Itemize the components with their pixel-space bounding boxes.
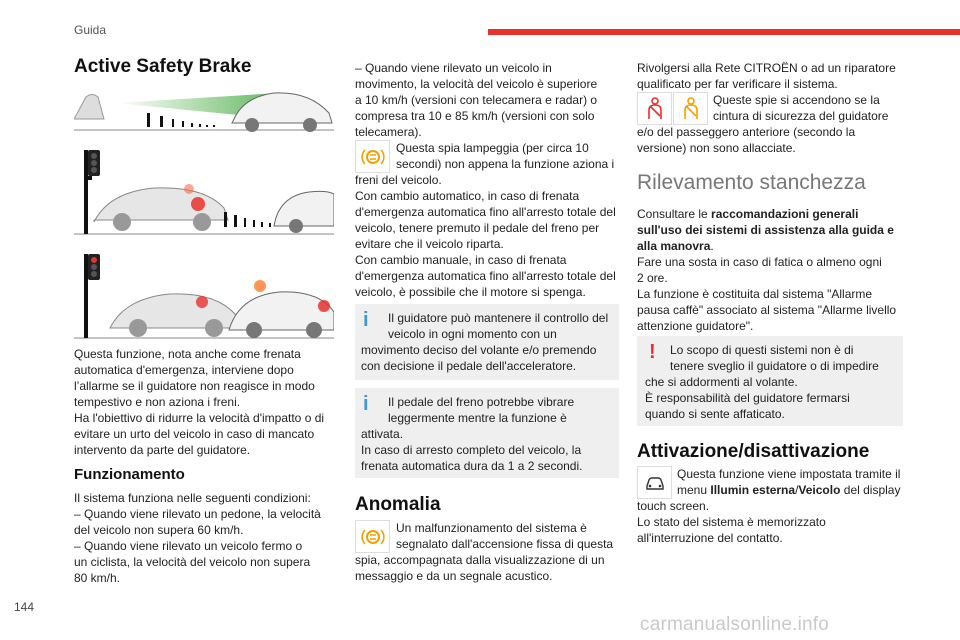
seatbelt-passenger-warning-icon — [673, 92, 708, 125]
heading-rilevamento-stanchezza: Rilevamento stanchezza — [637, 171, 866, 194]
info-icon: i — [363, 393, 369, 415]
vehicle-menu-icon — [637, 466, 672, 499]
seatbelt-text-bottom: e/o del passeggero anteriore (secondo la versione) non sono allacciate. — [637, 125, 856, 155]
stanchezza-paragraph: Consultare le raccomandazioni generali sull'uso dei sistemi di assistenza alla guida e alla manovra. Fare una sosta in caso di fatica o almeno ogni 2 ore. La funzione è costituita dal sistema "Allarme pausa caffè" associato al sistema "Allarme livello attenzione guidatore". — [637, 207, 897, 333]
braking-behaviour-text: freni del veicolo. Con cambio automatico, in caso di frenata d'emergenza automatica fino all'arresto totale del veicolo, tenere premuto il pedale del freno per evitare che il veicolo riparta. Con cambio manuale, in caso di frenata d'emergenza automatica fino all'arresto totale del veicolo, è possibile che il motore si spenga. — [355, 173, 616, 299]
anomalia-text-top: Un malfunzionamento del sistema è segnalato dall'accensione fissa di questa — [396, 521, 614, 551]
heading-attivazione: Attivazione/disattivazione — [637, 441, 870, 462]
illustration-automatic-braking — [74, 246, 334, 340]
info-box-brake-pedal: i Il pedale del freno potrebbe vibrare leggermente mentre la funzione è attivata. In caso di arresto completo del veicolo, la frenata automatica dura da 1 a 2 secondi. — [355, 388, 619, 478]
seatbelt-text-top: Queste spie si accendono se la cintura di sicurezza del guidatore — [713, 93, 889, 123]
heading-anomalia: Anomalia — [355, 494, 441, 515]
illustration-collision-warning — [74, 142, 334, 236]
illustration-pedestrian-detection — [74, 89, 334, 134]
lamp-flashing-text: Questa spia lampeggia (per circa 10 secondi) non appena la funzione aziona i — [396, 141, 615, 171]
heading-funzionamento: Funzionamento — [74, 466, 185, 483]
seatbelt-warning-icon — [637, 92, 672, 125]
warning-icon: ! — [649, 341, 656, 363]
active-safety-brake-warning-icon — [355, 140, 390, 173]
header-accent-bar — [488, 29, 960, 35]
watermark: carmanualsonline.info — [640, 614, 830, 635]
active-safety-brake-fault-icon — [355, 520, 390, 553]
intro-paragraph: Questa funzione, nota anche come frenata automatica d'emergenza, interviene dopo l’allarme se il guidatore non reagisce in modo tempestivo e non aziona i freni. Ha l'obiettivo di ridurre la velocità d'impatto o di evitare un urto del veicolo in caso di mancato intervento da parte del guidatore. — [74, 347, 325, 457]
funzionamento-paragraph: Il sistema funziona nelle seguenti condizioni: – Quando viene rilevato un pedone, la velocità del veicolo non supera 60 km/h. – Quando viene rilevato un veicolo fermo o un ciclista, la velocità del veicolo non supera 80 km/h. — [74, 491, 321, 585]
moving-vehicle-condition: – Quando viene rilevato un veicolo in movimento, la velocità del veicolo è superiore a 10 km/h (versioni con telecamera e radar) o compresa tra 10 e 85 km/h (versioni con solo telecamera). — [355, 61, 598, 139]
info-icon: i — [363, 309, 369, 331]
warning-box-drowsiness: ! Lo scopo di questi sistemi non è di tenere sveglio il guidatore o di impedire che si addormenti al volante. È responsabilità del guidatore fermarsi quando si sente affaticato. — [637, 336, 903, 426]
attivazione-text-top: Questa funzione viene impostata tramite il menu Illumin esterna/Veicolo del display — [677, 467, 901, 497]
page-number: 144 — [14, 600, 35, 614]
running-header: Guida — [74, 23, 107, 37]
attivazione-text-bottom: touch screen. Lo stato del sistema è memorizzato all'interruzione del contatto. — [637, 499, 826, 545]
section-title: Active Safety Brake — [74, 56, 252, 77]
anomalia-text-bottom: spia, accompagnata dalla visualizzazione di un messaggio e da un segnale acustico. — [355, 553, 605, 583]
citroen-network-text: Rivolgersi alla Rete CITROËN o ad un riparatore qualificato per far verificare il sistema. — [637, 61, 896, 91]
info-box-driver-control: i Il guidatore può mantenere il controllo del veicolo in ogni momento con un movimento deciso del volante e/o premendo con decisione il pedale dell'acceleratore. — [355, 304, 619, 380]
